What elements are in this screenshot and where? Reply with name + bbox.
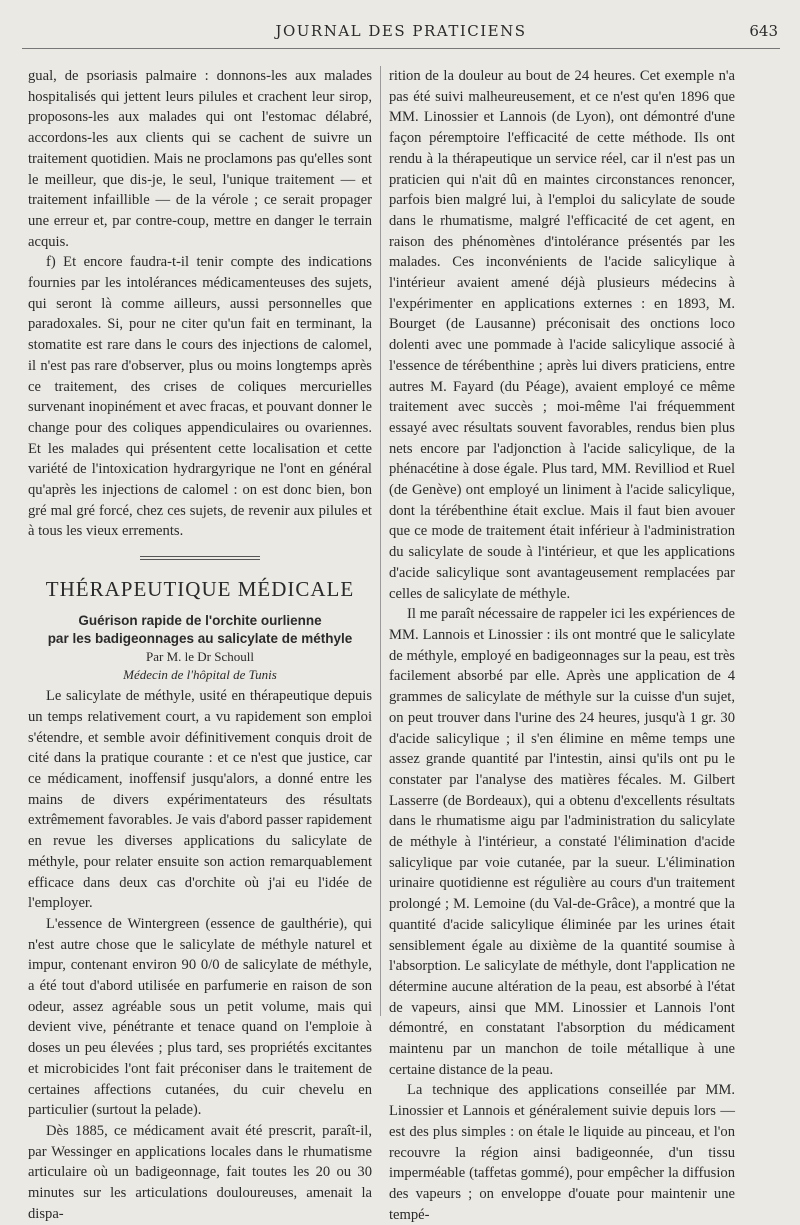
paragraph: L'essence de Wintergreen (essence de gaulthérie), qui n'est autre chose que le salicylate de méthyle naturel et impur, contenant environ 90 0/0 de salicylate de méthyle, a été tout d'abord utilisée en parfumerie en raison de son odeur, assez agréable sous un petit volume, mais qui devient vive, pénétrante et tenace quand on l'emploie à doses un peu élevées ; plus tard, ses propriétés excitantes et microbicides l'ont fait préconiser dans le traitement de certaines affections cutanées, du cuir chevelu en particulier (surtout la pelade). — [28, 915, 372, 1119]
paragraph: f) Et encore faudra-t-il tenir compte des indications fournies par les intolérances médicamenteuses des sujets, qui seront là comme ailleurs, aussi personnelles que paradoxales. Si, pour ne citer qu'un fait en terminant, la stomatite est rare dans le cours des injections de calomel, il n'est pas rare d'observer, plus ou moins longtemps après ce traitement, des crises de coliques mercurielles survenant inopinément et avec fracas, et pouvant donner le change pour des coliques appendiculaires ou ovariennes. Et les malades qui présentent cette localisation et cette variété de l'intoxication hydrargyrique ne l'ont en général qu'après les injections de calomel : on est donc bien, bon gré mal gré forcé, chez ces sujets, de revenir aux pilules et à tous les vieux errements. — [28, 254, 372, 540]
article-title-line-2: par les badigeonnages au salicylate de méthyle — [47, 631, 353, 647]
paragraph: Dès 1885, ce médicament avait été prescrit, paraît-il, par Wessinger en applications locales dans le rhumatisme articulaire où un badigeonnage, fait toutes les 20 ou 30 minutes sur les articulations douloureuses, amenait la dispa- — [28, 1122, 372, 1222]
paragraph: La technique des applications conseillée par MM. Linossier et Lannois et généralement suivie depuis lors — est des plus simples : on étale le liquide au pinceau, et l'on recouvre la région ainsi badigeonnée, d'un tissu imperméable (taffetas gommé), pour empêcher la diffusion des vapeurs ; on enveloppe d'ouate pour maintenir une tempé- — [389, 1082, 735, 1223]
section-title: THÉRAPEUTIQUE MÉDICALE — [45, 577, 355, 602]
paragraph: rition de la douleur au bout de 24 heures. Cet exemple n'a pas été suivi malheureusement, et ce n'est qu'en 1896 que MM. Linossier et Lannois (de Lyon), ont démontré d'une façon péremptoire l'efficacité de cette méthode. Ils ont rendu à la thérapeutique un service réel, car il n'est pas un praticien qui n'ait dû en maintes circonstances renoncer, parfois bien malgré lui, à l'emploi du salicylate de soude dans le rhumatisme, malgré l'efficacité de cet agent, en raison des phénomènes d'intolérance présentés par les malades. Ces inconvénients de l'acide salicylique à l'intérieur avaient amené déjà plusieurs médecins à l'expérimenter en applications externes : en 1893, M. Bourget (de Lausanne) préconisait des onctions loco dolenti avec une pommade à l'acide salicylique associé à l'essence de térébenthine ; après lui divers praticiens, entre autres M. Fayard (du Péage), avaient employé ce même traitement avec succès ; moi-même l'ai fréquemment essayé avec résultats souvent favorables, rendus bien plus nets encore par l'adjonction à l'acide salicylique, de la phénacétine à dose égale. Plus tard, MM. Revilliod et Ruel (de Genève) ont employé un liniment à l'acide salicylique, dont la térébenthine était exclue. Mais il faut bien avouer que ce mode de traitement était inférieur à l'administration du salicylate de soude à l'intérieur, et que les applications d'acide salicylique sont avantageusement remplacées par celles de salicylate de méthyle. — [389, 68, 735, 602]
author-affiliation: Médecin de l'hôpital de Tunis — [123, 667, 277, 683]
right-column — [389, 66, 735, 1225]
author-byline: Par M. le Dr Schoull — [146, 649, 254, 665]
paragraph: Le salicylate de méthyle, usité en thérapeutique depuis un temps relativement court, a vu rapidement son emploi s'étendre, et semble avoir définitivement conquis droit de cité dans la pratique courante : et ce n'est que justice, car ce médicament, inoffensif jusqu'alors, a donné entre les mains de divers expérimentateurs des résultats extrêmement favorables. Je vais d'abord passer rapidement en revue les diverses applications du salicylate de méthyle, pour relater ensuite son action remarquablement efficace dans deux cas d'orchite où j'ai eu l'idée de l'employer. — [28, 688, 372, 912]
paragraph: gual, de psoriasis palmaire : donnons-les aux malades hospitalisés qui jettent leurs pilules et crachent leur sirop, proposons-les aux malades qui ont l'estomac délabré, accordons-les aux clients qui se cachent de suivre un traitement quotidien. Mais ne proclamons pas qu'elles sont le meilleur, que dis-je, le seul, l'unique traitement — et traitement infaillible — de la vérole ; ce serait propager une erreur et, par contre-coup, mettre en danger le terrain acquis. — [28, 68, 372, 250]
page-number: 643 — [749, 22, 778, 40]
paragraph: Il me paraît nécessaire de rappeler ici les expériences de MM. Lannois et Linossier : ils ont montré que le salicylate de méthyle, employé en badigeonnages sur la peau, est très facilement absorbé par elle. Après une application de 4 grammes de salicylate de méthyle sur la cuisse d'un sujet, on peut trouver dans l'urine des 24 heures, jusqu'à 1 gr. 30 d'acide salicylique ; il s'en élimine en même temps une assez grande quantité par l'intestin, ainsi qu'ils ont pu le constater par l'analyse des matières fécales. M. Gilbert Lasserre (de Bordeaux), qui a obtenu d'excellents résultats dans le rhumatisme aigu par l'administration du salicylate de méthyle à l'intérieur, a constaté l'élimination d'acide salicylique par voie cutanée, par la sueur. L'élimination urinaire quotidienne est régulière au cours d'un traitement prolongé ; M. Lemoine (du Val-de-Grâce), a montré que la quantité d'acide salicylique éliminée par les urines était sensiblement égale au dixième de la quantité soumise à l'absorption. Le salicylate de méthyle, dont l'application ne détermine aucune altération de la peau, est absorbé à l'état de vapeurs, ainsi que MM. Linossier et Lannois l'ont démontré, en constatant l'absorption du médicament maintenu par un manchon de toile métallique à une certaine distance de la peau. — [389, 606, 735, 1078]
running-header — [22, 22, 780, 49]
left-column — [28, 66, 372, 1224]
section-rule — [140, 556, 260, 560]
article-title-line-1: Guérison rapide de l'orchite ourlienne — [78, 613, 322, 629]
column-divider — [380, 66, 381, 1016]
journal-title: JOURNAL DES PRATICIENS — [275, 22, 527, 40]
